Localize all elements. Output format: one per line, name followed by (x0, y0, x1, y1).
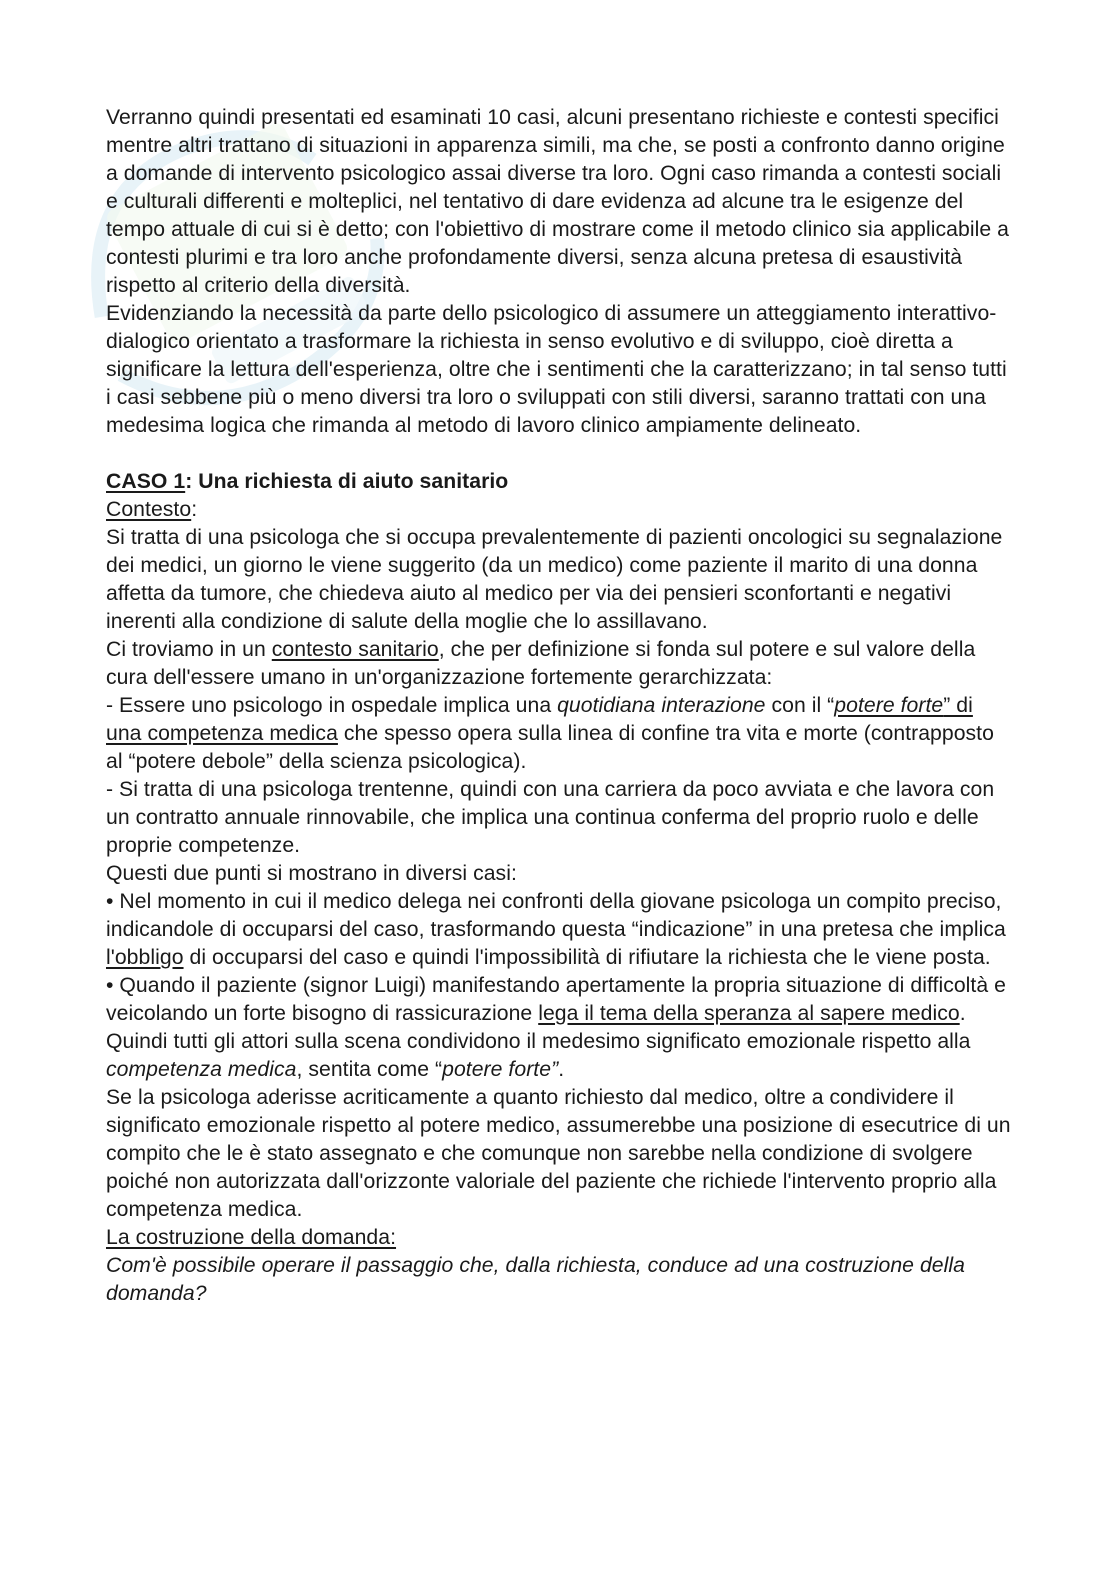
case-1-paragraph-1: Si tratta di una psicologa che si occupa prevalentemente di pazienti oncologici su segnalazione dei medici, un giorno le viene suggerito (da un medico) come paziente il marito di una donna affetta da tumore, che chiedeva aiuto al medico per via dei pensieri sconfortanti e negativi inerenti alla condizione di salute della moglie che lo assillavano. (106, 526, 1003, 633)
case-1-bullet-1: • Nel momento in cui il medico delega nei confronti della giovane psicologa un compito preciso, indicandole di occuparsi del caso, trasformando questa “indicazione” in una pretesa che implica l'obbligo di occuparsi del caso e quindi l'impossibilità di rifiutare la richiesta che le viene posta. (106, 890, 1006, 969)
case-1-paragraph-5: Se la psicologa aderisse acriticamente a quanto richiesto dal medico, oltre a condividere il significato emozionale rispetto al potere medico, assumerebbe una posizione di esecutrice di un compito che le è stato assegnato e che comunque non sarebbe nella condizione di svolgere poiché non autorizzata dall'orizzonte valoriale del paziente che richiede l'intervento proprio alla competenza medica. (106, 1086, 1011, 1221)
case-1-paragraph-3: Questi due punti si mostrano in diversi casi: (106, 862, 517, 885)
case-1-paragraph-4: Quindi tutti gli attori sulla scena condividono il medesimo significato emozionale rispetto alla competenza medica, sentita come “potere forte”. (106, 1030, 971, 1081)
case-1-bullet-2: • Quando il paziente (signor Luigi) manifestando apertamente la propria situazione di difficoltà e veicolando un forte bisogno di rassicurazione lega il tema della speranza al sapere medico. (106, 974, 1006, 1025)
context-label: Contesto: (106, 498, 198, 521)
case-1-point-2: - Si tratta di una psicologa trentenne, quindi con una carriera da poco avviata e che lavora con un contratto annuale rinnovabile, che implica una continua conferma del proprio ruolo e delle proprie competenze. (106, 778, 995, 857)
intro-paragraph-2: Evidenziando la necessità da parte dello psicologico di assumere un atteggiamento interattivo-dialogico orientato a trasformare la richiesta in senso evolutivo e di sviluppo, cioè diretta a significare la lettura dell'esperienza, oltre che i sentimenti che la caratterizzano; in tal senso tutti i casi sebbene più o meno diversi tra loro o sviluppati con stili diversi, saranno trattati con una medesima logica che rimanda al metodo di lavoro clinico ampiamente delineato. (106, 302, 1007, 437)
document-body (106, 104, 1011, 1308)
case-1-point-1: - Essere uno psicologo in ospedale implica una quotidiana interazione con il “potere forte” di una competenza medica che spesso opera sulla linea di confine tra vita e morte (contrapposto al “potere debole” della scienza psicologica). (106, 694, 994, 773)
intro-paragraph-1: Verranno quindi presentati ed esaminati 10 casi, alcuni presentano richieste e contesti specifici mentre altri trattano di situazioni in apparenza simili, ma che, se posti a confronto danno origine a domande di intervento psicologico assai diverse tra loro. Ogni caso rimanda a contesti sociali e culturali differenti e molteplici, nel tentativo di dare evidenza ad alcune tra le esigenze del tempo attuale di cui si è detto; con l'obiettivo di mostrare come il metodo clinico sia applicabile a contesti plurimi e tra loro anche profondamente diversi, senza alcuna pretesa di esaustività rispetto al criterio della diversità. (106, 106, 1009, 297)
construction-question: Com'è possibile operare il passaggio che, dalla richiesta, conduce ad una costruzione della domanda? (106, 1254, 965, 1305)
case-1-heading: CASO 1: Una richiesta di aiuto sanitario (106, 470, 509, 493)
construction-label: La costruzione della domanda: (106, 1226, 397, 1249)
case-1-paragraph-2: Ci troviamo in un contesto sanitario, che per definizione si fonda sul potere e sul valore della cura dell'essere umano in un'organizzazione fortemente gerarchizzata: (106, 638, 976, 689)
